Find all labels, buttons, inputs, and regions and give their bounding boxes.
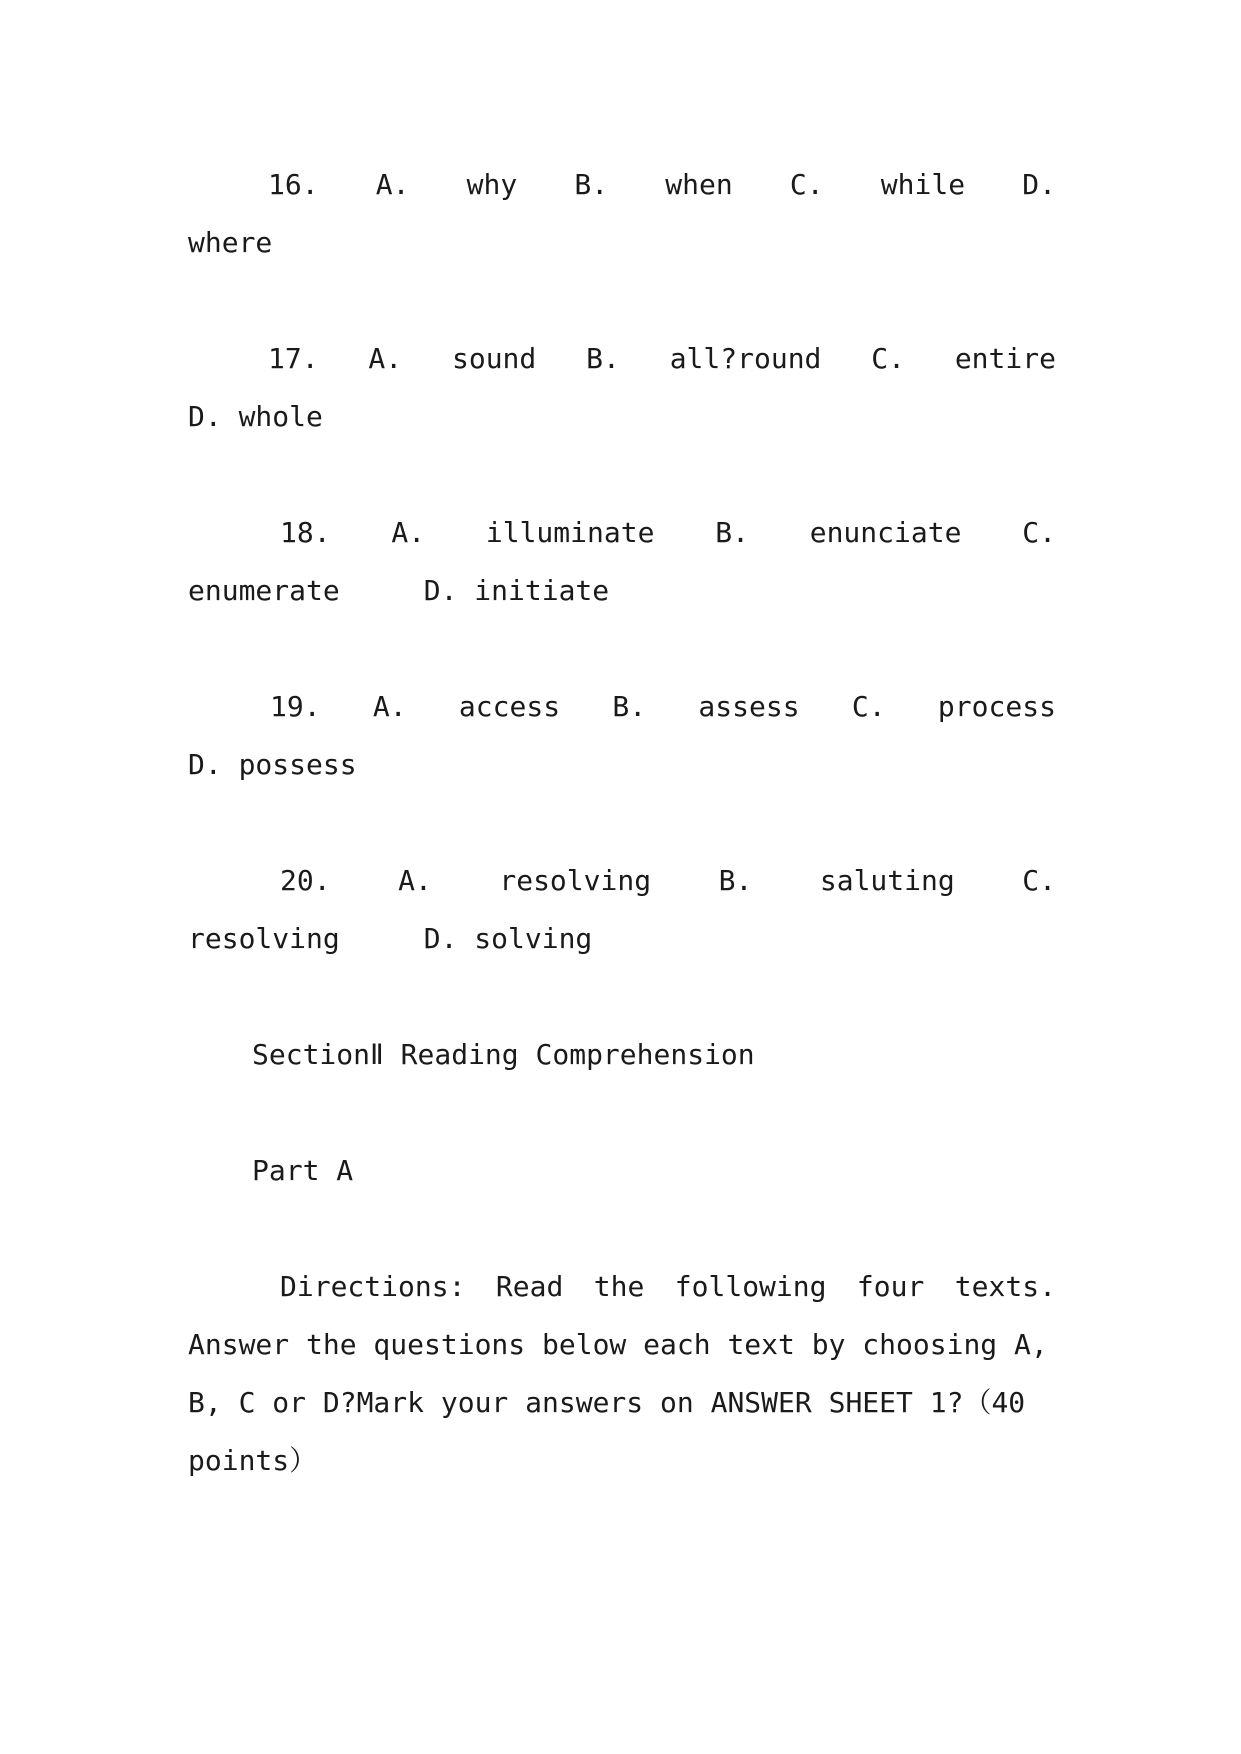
option-c-text: process bbox=[937, 690, 1056, 723]
option-a-letter: A. bbox=[375, 168, 410, 201]
option-b-letter: B. bbox=[586, 342, 620, 375]
option-b-text: assess bbox=[698, 690, 800, 723]
option-c-letter: C. bbox=[1022, 516, 1056, 549]
option-a-text: illuminate bbox=[485, 516, 655, 549]
directions-text: B, C or D?Mark your answers on ANSWER SHEET 1?（40 bbox=[188, 1386, 1026, 1419]
option-a-letter: A. bbox=[391, 516, 426, 549]
question-20 bbox=[188, 852, 1056, 968]
option-a-letter: A. bbox=[372, 690, 407, 723]
directions-word: the bbox=[593, 1270, 645, 1303]
option-c-text: enumerate bbox=[188, 574, 340, 607]
question-20-continuation-line bbox=[188, 910, 1056, 968]
question-17-continuation-line bbox=[188, 388, 1056, 446]
option-c-text: resolving bbox=[188, 922, 340, 955]
question-19-continuation-line bbox=[188, 736, 1056, 794]
section-title: SectionⅡ Reading Comprehension bbox=[252, 1038, 755, 1071]
question-18 bbox=[188, 504, 1056, 620]
question-19 bbox=[188, 678, 1056, 794]
directions-paragraph bbox=[188, 1258, 1056, 1490]
question-number: 16. bbox=[268, 168, 319, 201]
question-16-continuation-line bbox=[188, 214, 1056, 272]
option-c-letter: C. bbox=[789, 168, 824, 201]
option-a-text: why bbox=[466, 168, 518, 201]
question-16-options-line bbox=[188, 156, 1056, 214]
option-b-text: all?round bbox=[669, 342, 822, 375]
question-18-continuation-line bbox=[188, 562, 1056, 620]
option-c-letter: C. bbox=[1022, 864, 1056, 897]
option-d: D. initiate bbox=[423, 574, 610, 607]
directions-line-1 bbox=[188, 1258, 1056, 1316]
directions-word: following bbox=[674, 1270, 827, 1303]
option-b-letter: B. bbox=[718, 864, 753, 897]
option-b-text: saluting bbox=[819, 864, 955, 897]
question-19-options-line bbox=[188, 678, 1056, 736]
option-c-text: entire bbox=[954, 342, 1056, 375]
directions-label: Directions: bbox=[280, 1270, 466, 1303]
question-20-options-line bbox=[188, 852, 1056, 910]
option-d-letter: D. bbox=[1022, 168, 1056, 201]
option-c-letter: C. bbox=[871, 342, 905, 375]
option-a-letter: A. bbox=[368, 342, 403, 375]
question-number: 17. bbox=[268, 342, 319, 375]
directions-line-3 bbox=[188, 1374, 1056, 1432]
option-a-letter: A. bbox=[398, 864, 432, 897]
option-b-letter: B. bbox=[715, 516, 749, 549]
option-a-text: access bbox=[458, 690, 561, 723]
option-d-text: where bbox=[188, 226, 273, 259]
directions-word: four bbox=[856, 1270, 925, 1303]
directions-word: Read bbox=[495, 1270, 564, 1303]
question-number: 19. bbox=[270, 690, 321, 723]
directions-line-2 bbox=[188, 1316, 1056, 1374]
option-b-text: enunciate bbox=[809, 516, 962, 549]
option-b-letter: B. bbox=[574, 168, 609, 201]
question-number: 18. bbox=[280, 516, 331, 549]
option-d: D. solving bbox=[423, 922, 593, 955]
question-16 bbox=[188, 156, 1056, 272]
directions-line-4 bbox=[188, 1432, 1056, 1490]
question-17 bbox=[188, 330, 1056, 446]
directions-text: Answer the questions below each text by choosing A, bbox=[188, 1328, 1048, 1361]
option-b-text: when bbox=[665, 168, 733, 201]
option-d: D. whole bbox=[188, 400, 323, 433]
question-number: 20. bbox=[280, 864, 331, 897]
part-title: Part A bbox=[252, 1154, 354, 1187]
question-17-options-line bbox=[188, 330, 1056, 388]
option-d: D. possess bbox=[188, 748, 357, 781]
question-18-options-line bbox=[188, 504, 1056, 562]
option-a-text: sound bbox=[451, 342, 537, 375]
option-a-text: resolving bbox=[499, 864, 652, 897]
option-b-letter: B. bbox=[612, 690, 647, 723]
option-c-text: while bbox=[880, 168, 966, 201]
option-c-letter: C. bbox=[851, 690, 886, 723]
directions-text: points） bbox=[188, 1444, 318, 1477]
directions-word: texts. bbox=[954, 1270, 1056, 1303]
